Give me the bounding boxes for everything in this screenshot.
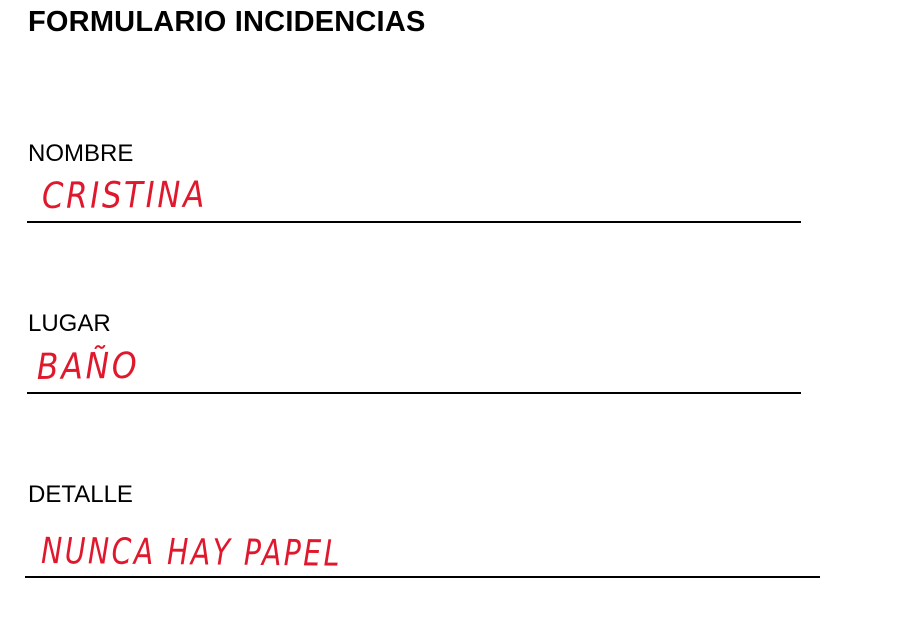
field-label-detalle: DETALLE	[28, 481, 133, 508]
handwritten-value-detalle[interactable]: NUNCA HAY PAPEL	[41, 531, 342, 575]
field-line-nombre	[27, 221, 801, 223]
handwritten-value-lugar[interactable]: BAÑO	[36, 345, 140, 388]
field-label-lugar: LUGAR	[28, 310, 111, 337]
field-line-lugar	[27, 392, 801, 394]
field-line-detalle	[25, 576, 820, 578]
handwritten-value-nombre[interactable]: CRISTINA	[41, 174, 207, 217]
field-label-nombre: NOMBRE	[28, 140, 134, 167]
form-title: FORMULARIO INCIDENCIAS	[28, 6, 426, 38]
